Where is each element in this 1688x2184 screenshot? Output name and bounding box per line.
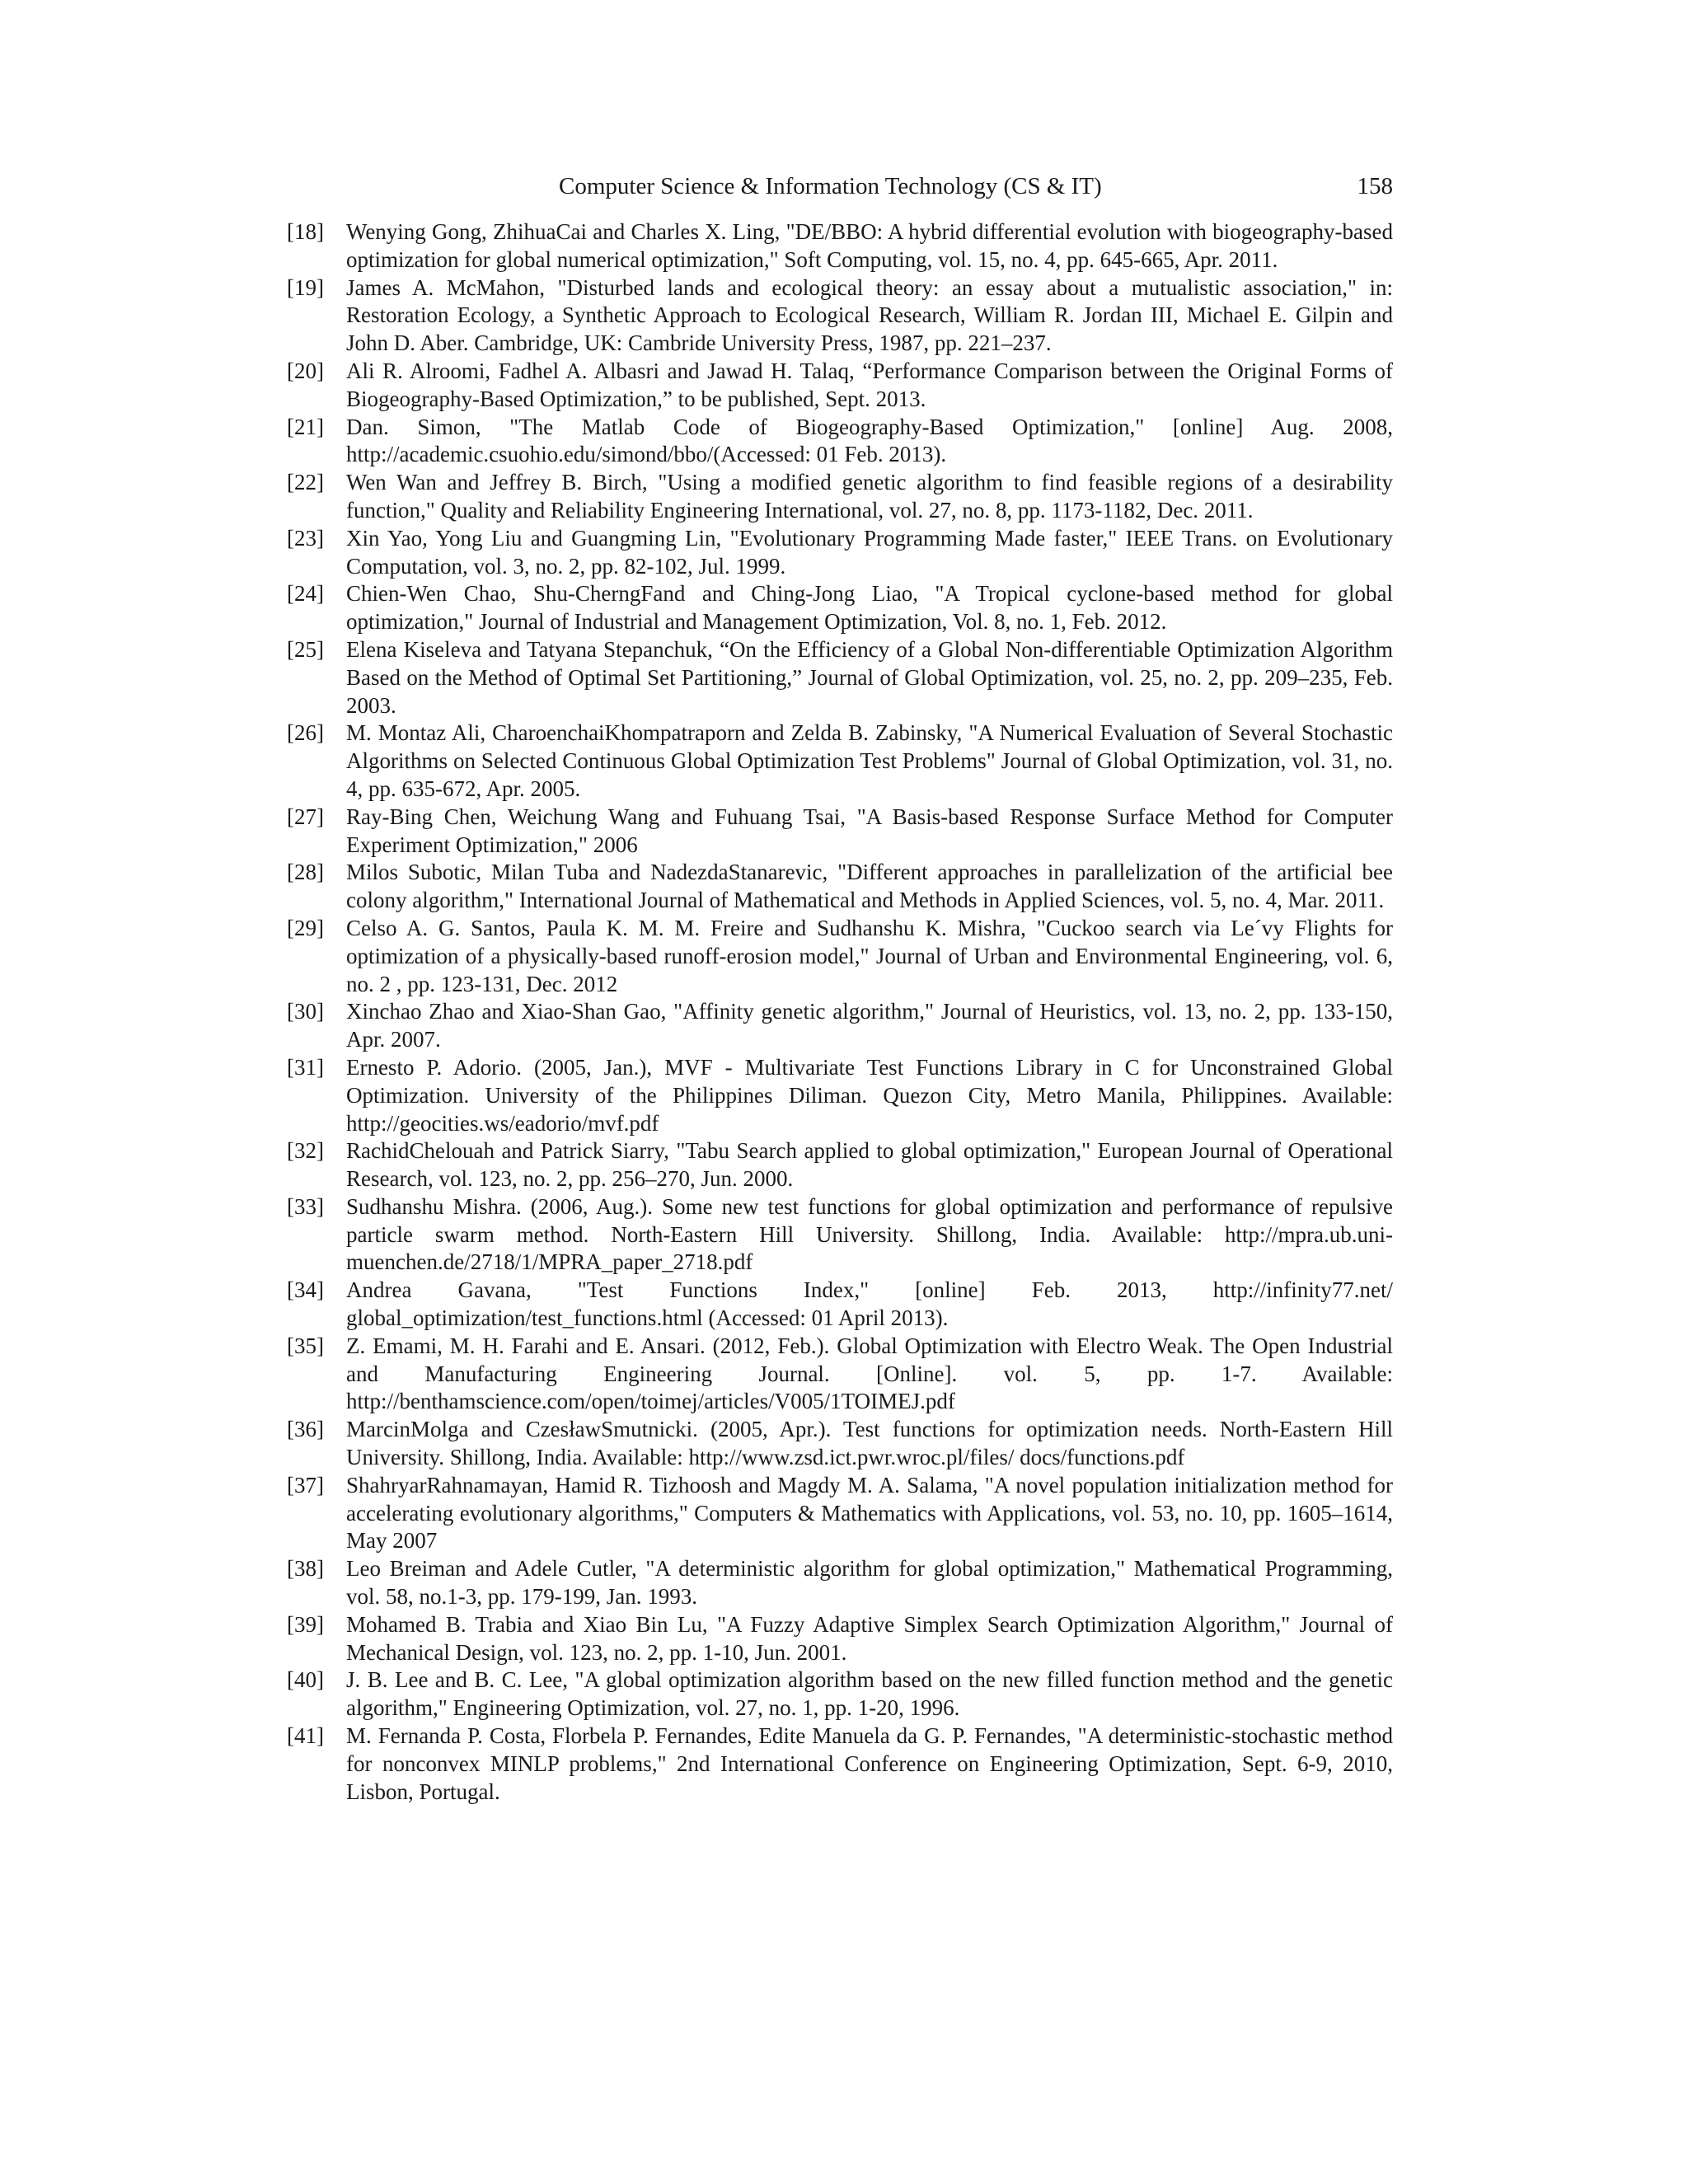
reference-text: James A. McMahon, "Disturbed lands and ecological theory: an essay about a mutualistic association," in: Restoration Ecology, a Synthetic Approach to Ecological Research, William R. Jordan III, Michael E. Gilpin and John D. Aber. Cambridge, UK: Cambride University Press, 1987, pp. 221–237.: [346, 274, 1393, 356]
reference-text: Milos Subotic, Milan Tuba and NadezdaStanarevic, "Different approaches in parallelization of the artificial bee colony algorithm," International Journal of Mathematical and Methods in Applied Sciences, vol. 5, no. 4, Mar. 2011.: [346, 860, 1393, 913]
reference-item: [287, 915, 1393, 998]
reference-item: [287, 218, 1393, 274]
reference-text: J. B. Lee and B. C. Lee, "A global optimization algorithm based on the new filled function method and the genetic algorithm," Engineering Optimization, vol. 27, no. 1, pp. 1-20, 1996.: [346, 1667, 1393, 1721]
reference-text: Elena Kiseleva and Tatyana Stepanchuk, “On the Efficiency of a Global Non-differentiable Optimization Algorithm Based on the Method of Optimal Set Partitioning,” Journal of Global Optimization, vol. 25, no. 2, pp. 209–235, Feb. 2003.: [346, 636, 1393, 718]
reference-item: [287, 1666, 1393, 1722]
reference-item: [287, 1611, 1393, 1667]
reference-text: MarcinMolga and CzesławSmutnicki. (2005, Apr.). Test functions for optimization needs. North-Eastern Hill University. Shillong, India. Available: http://www.zsd.ict.pwr.wroc.pl/files/ docs/functions.pdf: [346, 1417, 1393, 1470]
reference-number: [41]: [287, 1723, 324, 1749]
reference-item: [287, 998, 1393, 1054]
reference-number: [38]: [287, 1556, 324, 1582]
reference-number: [23]: [287, 525, 324, 551]
reference-text: Mohamed B. Trabia and Xiao Bin Lu, "A Fuzzy Adaptive Simplex Search Optimization Algorithm," Journal of Mechanical Design, vol. 123, no. 2, pp. 1-10, Jun. 2001.: [346, 1611, 1393, 1665]
reference-text: Andrea Gavana, "Test Functions Index," [online] Feb. 2013, http://infinity77.net/ global_optimization/test_functions.html (Accessed: 01 April 2013).: [346, 1277, 1393, 1331]
reference-text: M. Fernanda P. Costa, Florbela P. Fernandes, Edite Manuela da G. P. Fernandes, "A deterministic-stochastic method for nonconvex MINLP problems," 2nd International Conference on Engineering Optimization, Sept. 6-9, 2010, Lisbon, Portugal.: [346, 1723, 1393, 1804]
reference-item: [287, 469, 1393, 525]
reference-text: Ray-Bing Chen, Weichung Wang and Fuhuang Tsai, "A Basis-based Response Surface Method for Computer Experiment Optimization," 2006: [346, 804, 1393, 857]
reference-number: [36]: [287, 1417, 324, 1442]
reference-number: [18]: [287, 219, 324, 244]
reference-text: Celso A. G. Santos, Paula K. M. M. Freire and Sudhanshu K. Mishra, "Cuckoo search via Le´vy Flights for optimization of a physically-based runoff-erosion model," Journal of Urban and Environmental Engineering, vol. 6, no. 2 , pp. 123-131, Dec. 2012: [346, 915, 1393, 996]
reference-item: [287, 719, 1393, 803]
reference-number: [27]: [287, 804, 324, 829]
reference-text: Leo Breiman and Adele Cutler, "A deterministic algorithm for global optimization," Mathematical Programming, vol. 58, no.1-3, pp. 179-199, Jan. 1993.: [346, 1556, 1393, 1610]
reference-item: [287, 859, 1393, 915]
reference-item: [287, 1193, 1393, 1277]
reference-item: [287, 1722, 1393, 1806]
reference-text: Ali R. Alroomi, Fadhel A. Albasri and Jawad H. Talaq, “Performance Comparison between the Original Forms of Biogeography-Based Optimization,” to be published, Sept. 2013.: [346, 358, 1393, 411]
reference-number: [39]: [287, 1611, 324, 1637]
reference-item: [287, 358, 1393, 414]
reference-text: Dan. Simon, "The Matlab Code of Biogeography-Based Optimization," [online] Aug. 2008, http://academic.csuohio.edu/simond/bbo/(Accessed: 01 Feb. 2013).: [346, 414, 1393, 467]
reference-item: [287, 1472, 1393, 1555]
reference-item: [287, 636, 1393, 719]
reference-number: [37]: [287, 1472, 324, 1497]
reference-text: Xin Yao, Yong Liu and Guangming Lin, "Evolutionary Programming Made faster," IEEE Trans. on Evolutionary Computation, vol. 3, no. 2, pp. 82-102, Jul. 1999.: [346, 525, 1393, 579]
reference-item: [287, 525, 1393, 581]
reference-text: Xinchao Zhao and Xiao-Shan Gao, "Affinity genetic algorithm," Journal of Heuristics, vol. 13, no. 2, pp. 133-150, Apr. 2007.: [346, 999, 1393, 1052]
reference-item: [287, 1277, 1393, 1333]
reference-item: [287, 1416, 1393, 1472]
reference-text: Wen Wan and Jeffrey B. Birch, "Using a modified genetic algorithm to find feasible regions of a desirability function," Quality and Reliability Engineering International, vol. 27, no. 8, pp. 1173-1182, Dec. 2011.: [346, 470, 1393, 523]
reference-text: RachidChelouah and Patrick Siarry, "Tabu Search applied to global optimization," European Journal of Operational Research, vol. 123, no. 2, pp. 256–270, Jun. 2000.: [346, 1138, 1393, 1192]
reference-item: [287, 414, 1393, 470]
reference-number: [19]: [287, 274, 324, 300]
reference-number: [22]: [287, 470, 324, 495]
reference-number: [21]: [287, 414, 324, 439]
reference-number: [40]: [287, 1667, 324, 1693]
reference-text: Sudhanshu Mishra. (2006, Aug.). Some new test functions for global optimization and performance of repulsive particle swarm method. North-Eastern Hill University. Shillong, India. Available: http://mpra.ub.uni-muenchen.de/2718/1/MPRA_paper_2718.pdf: [346, 1193, 1393, 1275]
reference-number: [32]: [287, 1138, 324, 1164]
reference-item: [287, 1555, 1393, 1611]
reference-number: [28]: [287, 860, 324, 885]
reference-number: [24]: [287, 581, 324, 607]
reference-item: [287, 1054, 1393, 1137]
reference-number: [33]: [287, 1193, 324, 1219]
reference-item: [287, 1333, 1393, 1416]
reference-text: Z. Emami, M. H. Farahi and E. Ansari. (2012, Feb.). Global Optimization with Electro Weak. The Open Industrial and Manufacturing Engineering Journal. [Online]. vol. 5, pp. 1-7. Available: http://benthamscience.com/open/toimej/articles/V005/1TOIMEJ.pdf: [346, 1333, 1393, 1414]
page-number: 158: [1357, 173, 1393, 199]
reference-text: Chien-Wen Chao, Shu-CherngFand and Ching-Jong Liao, "A Tropical cyclone-based method for global optimization," Journal of Industrial and Management Optimization, Vol. 8, no. 1, Feb. 2012.: [346, 581, 1393, 635]
reference-number: [26]: [287, 720, 324, 746]
reference-item: [287, 804, 1393, 860]
reference-text: M. Montaz Ali, CharoenchaiKhompatraporn and Zelda B. Zabinsky, "A Numerical Evaluation of Several Stochastic Algorithms on Selected Continuous Global Optimization Test Problems" Journal of Global Optimization, vol. 31, no. 4, pp. 635-672, Apr. 2005.: [346, 720, 1393, 801]
running-title: Computer Science & Information Technology (CS & IT): [559, 173, 1102, 199]
reference-number: [31]: [287, 1054, 324, 1080]
reference-number: [20]: [287, 358, 324, 383]
reference-text: Ernesto P. Adorio. (2005, Jan.), MVF - Multivariate Test Functions Library in C for Unconstrained Global Optimization. University of the Philippines Diliman. Quezon City, Metro Manila, Philippines. Available: http://geocities.ws/eadorio/mvf.pdf: [346, 1054, 1393, 1136]
reference-number: [29]: [287, 915, 324, 940]
reference-number: [25]: [287, 636, 324, 662]
page-header: [559, 167, 1393, 205]
reference-number: [35]: [287, 1333, 324, 1358]
reference-number: [34]: [287, 1277, 324, 1303]
reference-item: [287, 274, 1393, 358]
reference-text: ShahryarRahnamayan, Hamid R. Tizhoosh and Magdy M. A. Salama, "A novel population initialization method for accelerating evolutionary algorithms," Computers & Mathematics with Applications, vol. 53, no. 10, pp. 1605–1614, May 2007: [346, 1472, 1393, 1554]
reference-text: Wenying Gong, ZhihuaCai and Charles X. Ling, "DE/BBO: A hybrid differential evolution with biogeography-based optimization for global numerical optimization," Soft Computing, vol. 15, no. 4, pp. 645-665, Apr. 2011.: [346, 219, 1393, 272]
reference-list: [287, 218, 1393, 1806]
reference-item: [287, 580, 1393, 636]
reference-number: [30]: [287, 999, 324, 1024]
reference-item: [287, 1137, 1393, 1193]
